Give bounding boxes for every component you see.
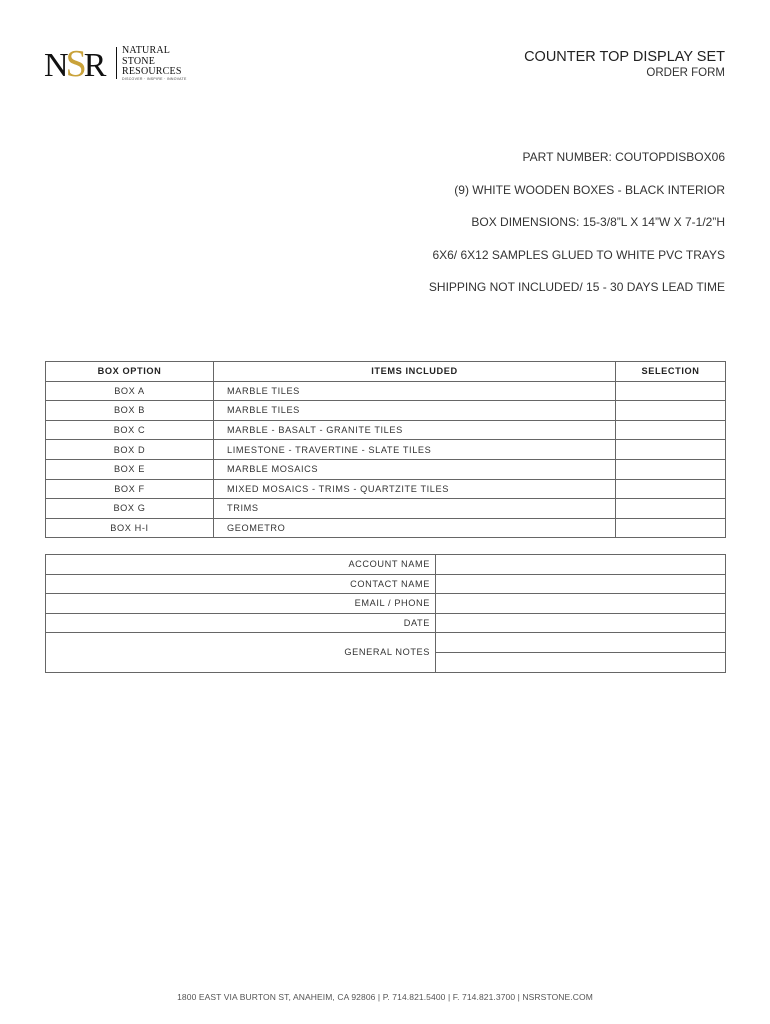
- table-row: [46, 499, 726, 519]
- table-row: [46, 555, 726, 575]
- page-footer: 1800 EAST VIA BURTON ST, ANAHEIM, CA 92806 | P. 714.821.5400 | F. 714.821.3700 | NSRSTONE.COM: [177, 992, 593, 1002]
- box-option-cell: BOX C: [46, 420, 214, 440]
- general-notes-field-line-1[interactable]: [436, 633, 726, 653]
- selection-field[interactable]: [616, 459, 726, 479]
- general-notes-label: GENERAL NOTES: [46, 633, 436, 672]
- email-phone-field[interactable]: [436, 594, 726, 614]
- logo-tagline: DISCOVER · INSPIRE · INNOVATE: [122, 77, 187, 81]
- table-row: [46, 479, 726, 499]
- box-option-cell: BOX A: [46, 381, 214, 401]
- header-items-included: ITEMS INCLUDED: [214, 362, 616, 382]
- logo-divider: [116, 47, 117, 79]
- table-row: [46, 574, 726, 594]
- logo-letter-n: N: [44, 47, 67, 84]
- spec-shipping: SHIPPING NOT INCLUDED/ 15 - 30 DAYS LEAD TIME: [428, 280, 725, 294]
- items-included-cell: MARBLE TILES: [214, 381, 616, 401]
- company-logo: [44, 43, 204, 86]
- table-row: [46, 459, 726, 479]
- table-row: [46, 594, 726, 614]
- general-notes-field-line-2[interactable]: [436, 652, 726, 672]
- items-included-cell: MARBLE MOSAICS: [214, 459, 616, 479]
- items-included-cell: MIXED MOSAICS - TRIMS - QUARTZITE TILES: [214, 479, 616, 499]
- table-row: [46, 518, 726, 538]
- box-option-table: [45, 361, 726, 538]
- account-name-field[interactable]: [436, 555, 726, 575]
- items-included-cell: TRIMS: [214, 499, 616, 519]
- selection-field[interactable]: [616, 401, 726, 421]
- table-row: [46, 420, 726, 440]
- items-included-cell: MARBLE TILES: [214, 401, 616, 421]
- selection-field[interactable]: [616, 479, 726, 499]
- table-row: [46, 381, 726, 401]
- spec-samples: 6X6/ 6X12 SAMPLES GLUED TO WHITE PVC TRAYS: [432, 247, 725, 262]
- spec-boxes: (9) WHITE WOODEN BOXES - BLACK INTERIOR: [454, 182, 725, 197]
- table-row: [46, 613, 726, 633]
- table-row: [46, 401, 726, 421]
- logo-word-natural: NATURAL: [122, 45, 171, 56]
- selection-field[interactable]: [616, 440, 726, 460]
- logo-letter-r: R: [83, 47, 105, 84]
- logo-word-stone: STONE: [122, 55, 156, 67]
- header-box-option: BOX OPTION: [46, 362, 214, 382]
- contact-name-field[interactable]: [436, 574, 726, 594]
- contact-name-label: CONTACT NAME: [46, 574, 436, 594]
- table-header-row: [46, 362, 726, 382]
- selection-field[interactable]: [616, 518, 726, 538]
- items-included-cell: MARBLE - BASALT - GRANITE TILES: [214, 420, 616, 440]
- email-phone-label: EMAIL / PHONE: [46, 594, 436, 614]
- date-label: DATE: [46, 613, 436, 633]
- box-option-cell: BOX H-I: [46, 518, 214, 538]
- logo-wordmark: [122, 46, 182, 78]
- items-included-cell: LIMESTONE - TRAVERTINE - SLATE TILES: [214, 440, 616, 460]
- table-row: [46, 633, 726, 653]
- box-option-cell: BOX F: [46, 479, 214, 499]
- contact-info-table: [45, 554, 726, 673]
- spec-part-number: PART NUMBER: COUTOPDISBOX06: [522, 150, 725, 164]
- items-included-cell: GEOMETRO: [214, 518, 616, 538]
- spec-dimensions: BOX DIMENSIONS: 15-3/8”L X 14”W X 7-1/2”H: [471, 215, 725, 229]
- account-name-label: ACCOUNT NAME: [46, 555, 436, 575]
- product-specs: [429, 150, 725, 313]
- box-option-cell: BOX D: [46, 440, 214, 460]
- selection-field[interactable]: [616, 381, 726, 401]
- page-subtitle: ORDER FORM: [646, 67, 725, 79]
- page-title: COUNTER TOP DISPLAY SET: [524, 49, 725, 65]
- box-option-cell: BOX B: [46, 401, 214, 421]
- box-option-cell: BOX E: [46, 459, 214, 479]
- selection-field[interactable]: [616, 420, 726, 440]
- logo-word-resources: RESOURCES: [122, 66, 182, 77]
- table-row: [46, 440, 726, 460]
- logo-letter-s: S: [65, 43, 85, 85]
- box-option-cell: BOX G: [46, 499, 214, 519]
- logo-monogram: [44, 43, 105, 85]
- header-selection: SELECTION: [616, 362, 726, 382]
- date-field[interactable]: [436, 613, 726, 633]
- selection-field[interactable]: [616, 499, 726, 519]
